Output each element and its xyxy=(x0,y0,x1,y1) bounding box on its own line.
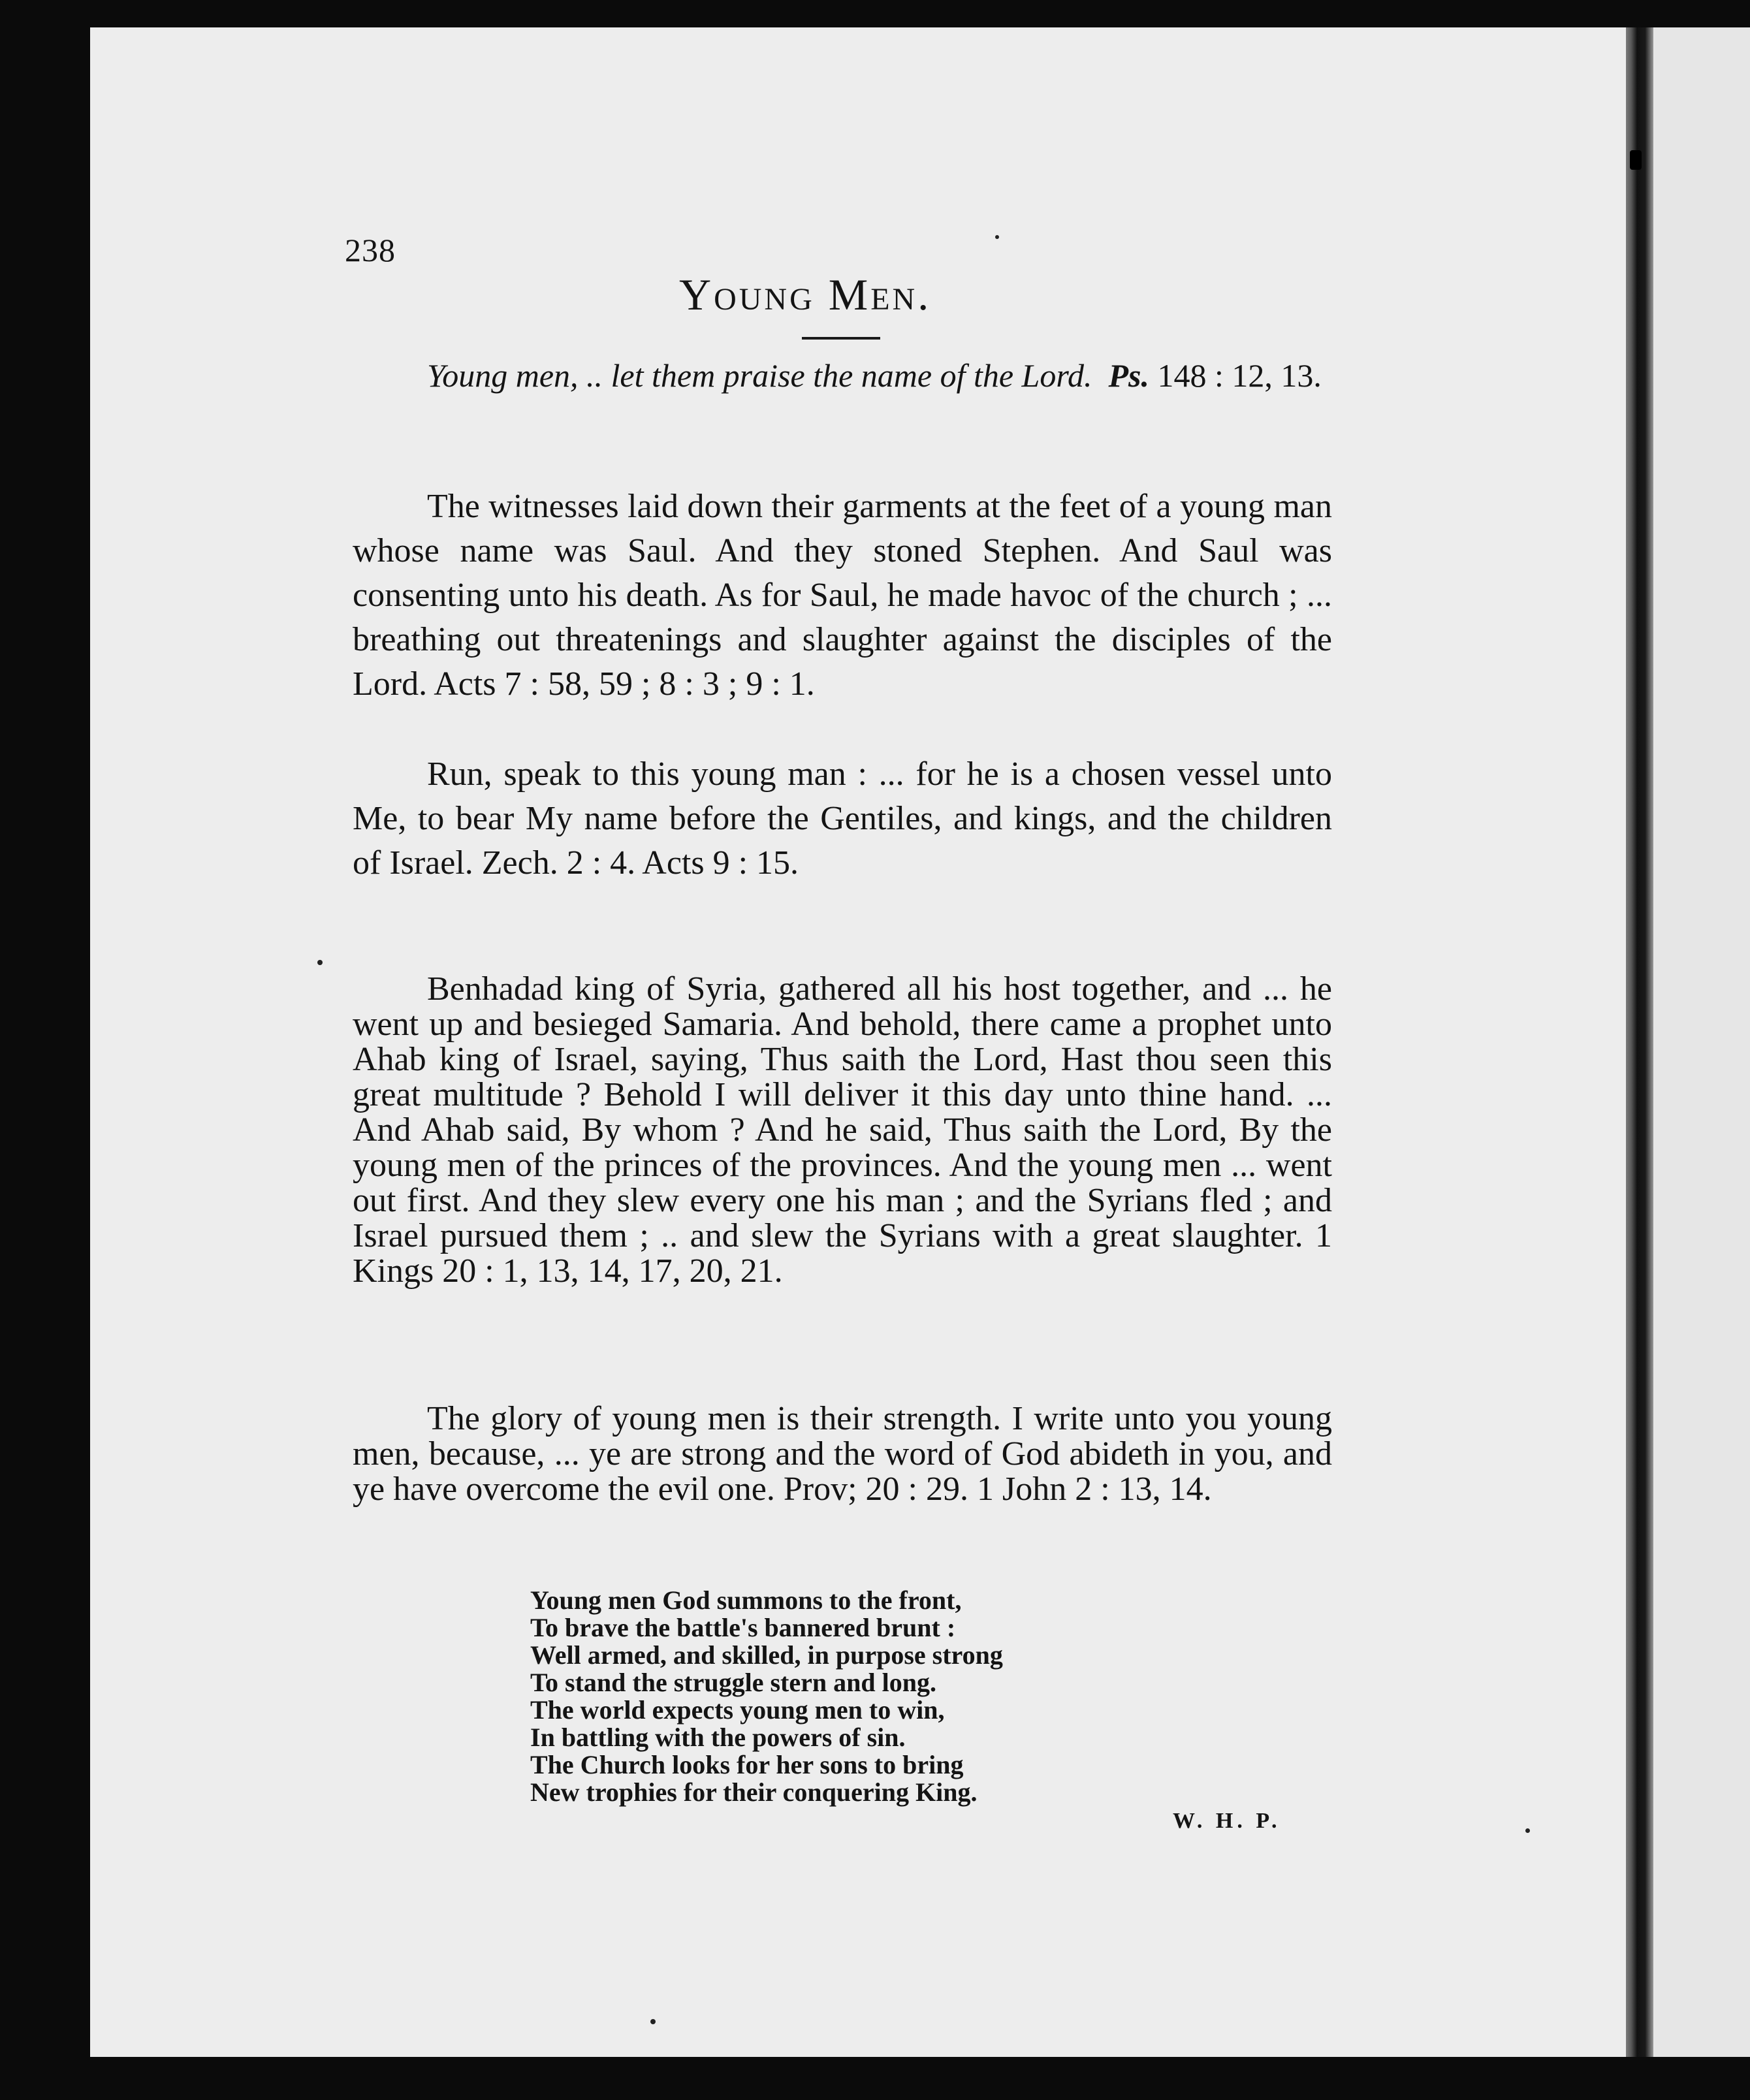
page-title: Young Men. xyxy=(679,270,932,319)
paragraph-glory: The glory of young men is their strength. I write unto you young men, because, ... ye are strong and the word of God abideth in you, and ye have overcome the evil one. Prov; 20 : 29. 1 John 2 : 13, 14. xyxy=(353,1400,1332,1508)
paragraph-benhadad: Benhadad king of Syria, gathered all his host together, and ... he went up and besieged Samaria. And behold, there came a prophet unto Ahab king of Israel, saying, Thus saith the Lord, Hast thou seen this great multitude ? Behold I will deliver it this day unto thine hand. ... And Ahab said, By whom ? And he said, Thus saith the Lord, By the young men of the princes of the provinces. And the young men ... went out first. And they slew every one his man ; and the Syrians fled ; and Israel pursued them ; .. and slew the Syrians with a great slaughter. 1 Kings 20 : 1, 13, 14, 17, 20, 21. xyxy=(353,970,1332,1290)
title-divider xyxy=(802,337,880,340)
poem-line: The Church looks for her sons to bring xyxy=(530,1750,964,1779)
poem-line: Young men God summons to the front, xyxy=(530,1585,962,1615)
epigraph-reference-numbers: 148 : 12, 13. xyxy=(1157,357,1322,394)
page-number: 238 xyxy=(345,232,396,268)
binding-mark xyxy=(1630,150,1642,170)
facing-page-edge xyxy=(1653,27,1750,2057)
poem xyxy=(530,1587,1183,1806)
paragraph-saul: The witnesses laid down their garments at the feet of a young man whose name was Saul. And they stoned Stephen. And Saul was consenting unto his death. As for Saul, he made havoc of the church ; ... breathing out threatenings and slaughter against the disciples of the Lord. Acts 7 : 58, 59 ; 8 : 3 ; 9 : 1. xyxy=(353,488,1332,703)
poem-line: Well armed, and skilled, in purpose strong xyxy=(530,1640,1003,1670)
poem-line: In battling with the powers of sin. xyxy=(530,1723,906,1752)
poem-line: New trophies for their conquering King. xyxy=(530,1777,978,1807)
epigraph-reference-abbr: Ps. xyxy=(1108,357,1149,394)
poem-line: To stand the struggle stern and long. xyxy=(530,1668,936,1697)
poem-attribution: W. H. P. xyxy=(1173,1809,1281,1833)
print-speck xyxy=(1525,1828,1530,1833)
poem-line: To brave the battle's bannered brunt : xyxy=(530,1613,956,1642)
epigraph-quote: Young men, .. let them praise the name of the Lord. xyxy=(427,357,1092,394)
print-speck xyxy=(317,960,323,965)
print-speck xyxy=(995,235,999,239)
epigraph xyxy=(353,353,1332,398)
print-speck xyxy=(650,2019,656,2024)
paragraph-chosen-vessel: Run, speak to this young man : ... for he is a chosen vessel unto Me, to bear My name before the Gentiles, and kings, and the children of Israel. Zech. 2 : 4. Acts 9 : 15. xyxy=(353,756,1332,882)
poem-line: The world expects young men to win, xyxy=(530,1695,945,1725)
